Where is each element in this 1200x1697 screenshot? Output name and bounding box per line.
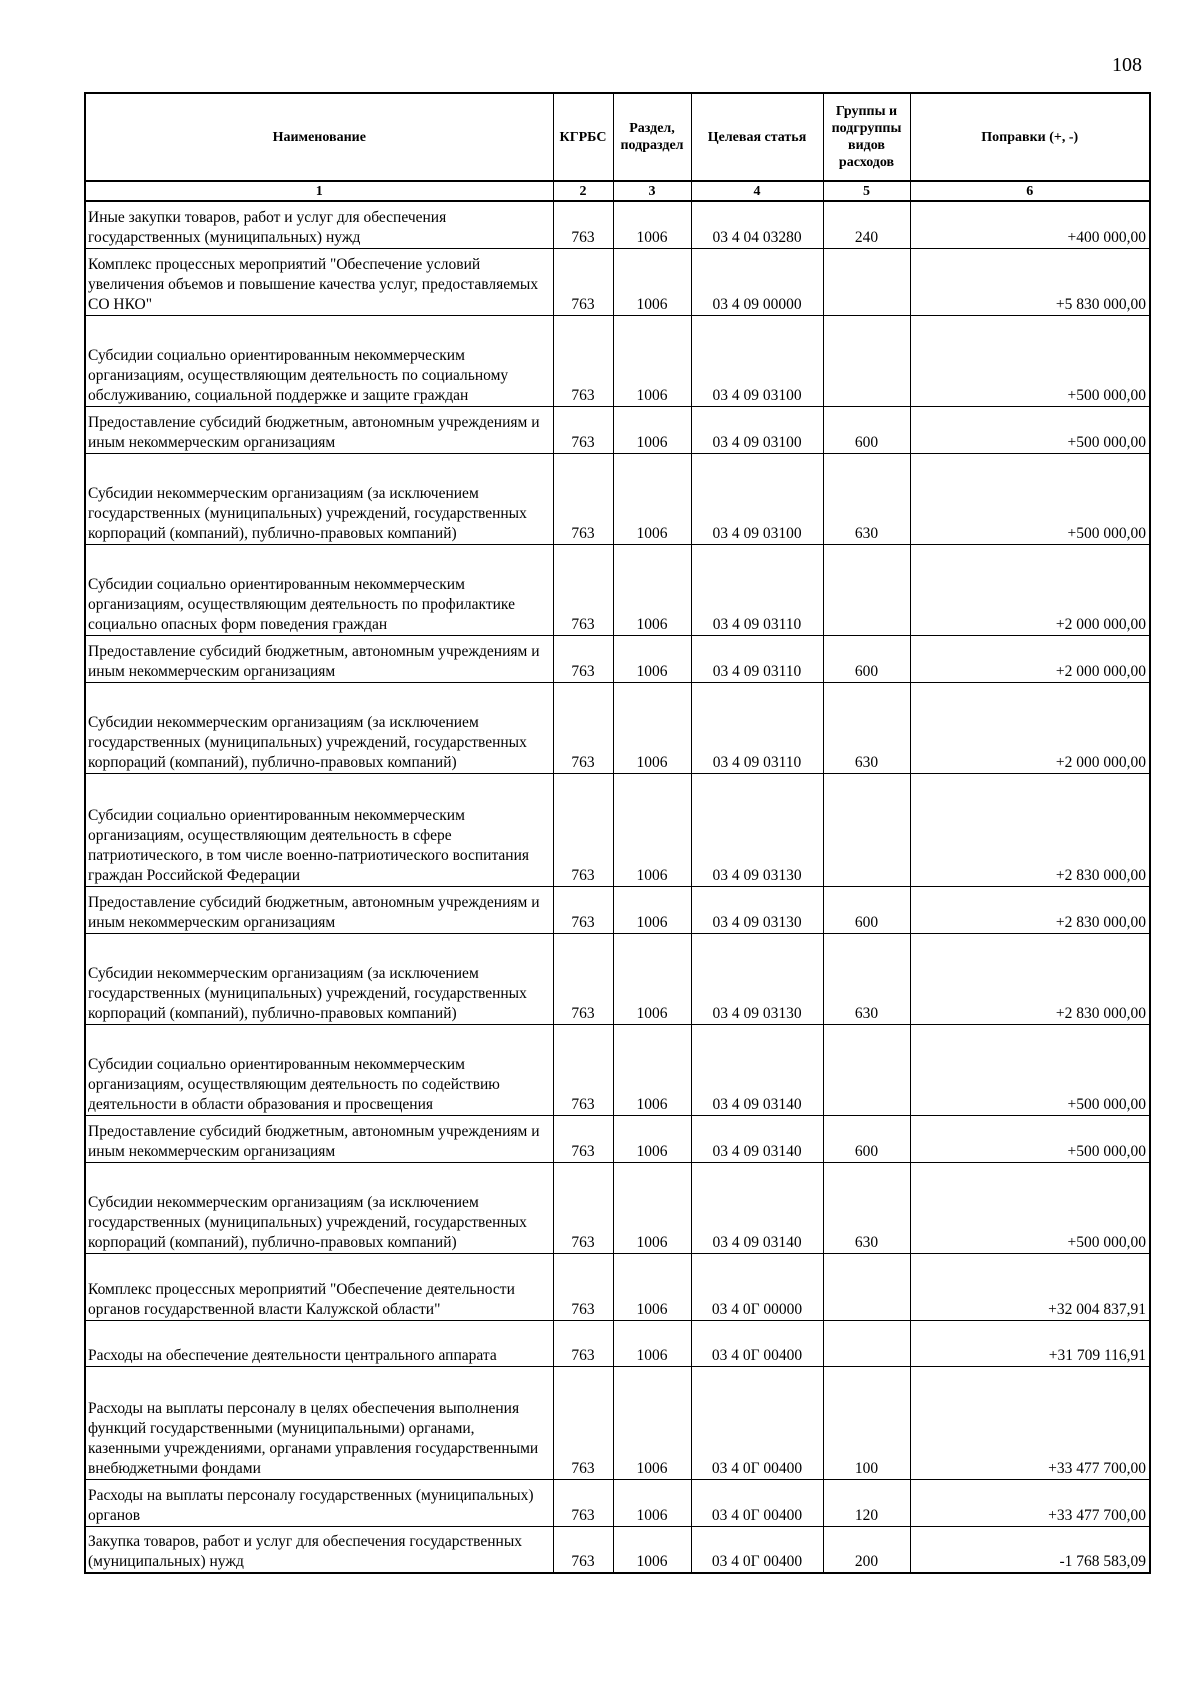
row-name: Расходы на выплаты персоналу в целях обеспечения выполнения функций государственными (муниципальными) органами, казенными учреждениями, органами управления государственными внебюджетными фондами — [85, 1366, 553, 1479]
row-kgrbs: 763 — [553, 1115, 613, 1162]
row-amount: +2 000 000,00 — [910, 544, 1150, 635]
row-expense-group — [823, 248, 910, 315]
row-section: 1006 — [613, 682, 691, 773]
row-section: 1006 — [613, 886, 691, 933]
row-expense-group: 600 — [823, 1115, 910, 1162]
row-section: 1006 — [613, 406, 691, 453]
table-row — [85, 1526, 1150, 1573]
header-name: Наименование — [85, 93, 553, 181]
row-kgrbs: 763 — [553, 406, 613, 453]
column-number-row — [85, 181, 1150, 201]
row-expense-group — [823, 1024, 910, 1115]
row-expense-group: 600 — [823, 635, 910, 682]
row-name: Иные закупки товаров, работ и услуг для обеспечения государственных (муниципальных) нужд — [85, 201, 553, 248]
table-row — [85, 933, 1150, 1024]
row-kgrbs: 763 — [553, 201, 613, 248]
row-name: Субсидии социально ориентированным некоммерческим организациям, осуществляющим деятельность по социальному обслуживанию, социальной поддержке и защите граждан — [85, 315, 553, 406]
row-name: Субсидии социально ориентированным некоммерческим организациям, осуществляющим деятельность по содействию деятельности в области образования и просвещения — [85, 1024, 553, 1115]
page-number: 108 — [1112, 54, 1142, 76]
table-row — [85, 682, 1150, 773]
table-row — [85, 1253, 1150, 1320]
row-kgrbs: 763 — [553, 1526, 613, 1573]
row-target: 03 4 09 03110 — [691, 544, 823, 635]
table-row — [85, 1115, 1150, 1162]
row-target: 03 4 09 03100 — [691, 453, 823, 544]
row-section: 1006 — [613, 453, 691, 544]
row-target: 03 4 09 03100 — [691, 406, 823, 453]
row-name: Субсидии некоммерческим организациям (за исключением государственных (муниципальных) учреждений, государственных корпораций (компаний), публично-правовых компаний) — [85, 1162, 553, 1253]
row-amount: +2 000 000,00 — [910, 682, 1150, 773]
row-section: 1006 — [613, 773, 691, 886]
row-name: Комплекс процессных мероприятий "Обеспечение условий увеличения объемов и повышение качества услуг, предоставляемых СО НКО" — [85, 248, 553, 315]
row-target: 03 4 04 03280 — [691, 201, 823, 248]
row-target: 03 4 09 00000 — [691, 248, 823, 315]
row-target: 03 4 09 03130 — [691, 886, 823, 933]
header-section: Раздел, подраздел — [613, 93, 691, 181]
row-target: 03 4 09 03130 — [691, 773, 823, 886]
row-amount: +32 004 837,91 — [910, 1253, 1150, 1320]
row-kgrbs: 763 — [553, 933, 613, 1024]
row-target: 03 4 0Г 00400 — [691, 1320, 823, 1366]
table-row — [85, 315, 1150, 406]
row-kgrbs: 763 — [553, 682, 613, 773]
row-name: Субсидии некоммерческим организациям (за исключением государственных (муниципальных) учреждений, государственных корпораций (компаний), публично-правовых компаний) — [85, 933, 553, 1024]
row-amount: +33 477 700,00 — [910, 1366, 1150, 1479]
row-amount: -1 768 583,09 — [910, 1526, 1150, 1573]
row-amount: +500 000,00 — [910, 453, 1150, 544]
row-section: 1006 — [613, 1115, 691, 1162]
row-section: 1006 — [613, 315, 691, 406]
row-amount: +500 000,00 — [910, 406, 1150, 453]
row-name: Закупка товаров, работ и услуг для обеспечения государственных (муниципальных) нужд — [85, 1526, 553, 1573]
row-amount: +31 709 116,91 — [910, 1320, 1150, 1366]
row-kgrbs: 763 — [553, 248, 613, 315]
row-kgrbs: 763 — [553, 635, 613, 682]
row-expense-group: 630 — [823, 933, 910, 1024]
row-name: Комплекс процессных мероприятий "Обеспечение деятельности органов государственной власти Калужской области" — [85, 1253, 553, 1320]
row-kgrbs: 763 — [553, 1320, 613, 1366]
row-expense-group: 600 — [823, 406, 910, 453]
column-number: 6 — [910, 181, 1150, 201]
row-section: 1006 — [613, 201, 691, 248]
table-row — [85, 406, 1150, 453]
row-section: 1006 — [613, 544, 691, 635]
header-row — [85, 93, 1150, 181]
table-row — [85, 773, 1150, 886]
row-amount: +400 000,00 — [910, 201, 1150, 248]
table-row — [85, 1024, 1150, 1115]
row-kgrbs: 763 — [553, 886, 613, 933]
row-expense-group: 630 — [823, 453, 910, 544]
budget-table — [84, 92, 1151, 1574]
row-target: 03 4 09 03100 — [691, 315, 823, 406]
row-amount: +33 477 700,00 — [910, 1479, 1150, 1526]
row-name: Субсидии социально ориентированным некоммерческим организациям, осуществляющим деятельность в сфере патриотического, в том числе военно-патриотического воспитания граждан Российской Федерации — [85, 773, 553, 886]
row-amount: +500 000,00 — [910, 315, 1150, 406]
row-target: 03 4 09 03140 — [691, 1162, 823, 1253]
row-expense-group: 100 — [823, 1366, 910, 1479]
row-name: Предоставление субсидий бюджетным, автономным учреждениям и иным некоммерческим организациям — [85, 1115, 553, 1162]
row-expense-group: 630 — [823, 1162, 910, 1253]
column-number: 5 — [823, 181, 910, 201]
header-kgrbs: КГРБС — [553, 93, 613, 181]
row-section: 1006 — [613, 1253, 691, 1320]
row-expense-group: 120 — [823, 1479, 910, 1526]
row-name: Субсидии некоммерческим организациям (за исключением государственных (муниципальных) учреждений, государственных корпораций (компаний), публично-правовых компаний) — [85, 682, 553, 773]
row-amount: +500 000,00 — [910, 1024, 1150, 1115]
row-target: 03 4 09 03110 — [691, 635, 823, 682]
row-section: 1006 — [613, 248, 691, 315]
row-kgrbs: 763 — [553, 1253, 613, 1320]
row-amount: +2 830 000,00 — [910, 886, 1150, 933]
row-amount: +2 830 000,00 — [910, 773, 1150, 886]
table-row — [85, 1320, 1150, 1366]
header-expense-group: Группы и подгруппы видов расходов — [823, 93, 910, 181]
row-kgrbs: 763 — [553, 1024, 613, 1115]
row-section: 1006 — [613, 1024, 691, 1115]
row-target: 03 4 0Г 00400 — [691, 1479, 823, 1526]
column-number: 4 — [691, 181, 823, 201]
row-name: Предоставление субсидий бюджетным, автономным учреждениям и иным некоммерческим организациям — [85, 406, 553, 453]
row-amount: +500 000,00 — [910, 1115, 1150, 1162]
column-number: 3 — [613, 181, 691, 201]
row-kgrbs: 763 — [553, 544, 613, 635]
table-row — [85, 886, 1150, 933]
header-amendments: Поправки (+, -) — [910, 93, 1150, 181]
row-name: Предоставление субсидий бюджетным, автономным учреждениям и иным некоммерческим организациям — [85, 886, 553, 933]
row-name: Предоставление субсидий бюджетным, автономным учреждениям и иным некоммерческим организациям — [85, 635, 553, 682]
row-expense-group — [823, 773, 910, 886]
table-row — [85, 1479, 1150, 1526]
table-row — [85, 544, 1150, 635]
row-expense-group: 600 — [823, 886, 910, 933]
row-amount: +5 830 000,00 — [910, 248, 1150, 315]
row-kgrbs: 763 — [553, 1162, 613, 1253]
row-expense-group: 240 — [823, 201, 910, 248]
row-expense-group: 630 — [823, 682, 910, 773]
row-section: 1006 — [613, 1526, 691, 1573]
row-target: 03 4 09 03130 — [691, 933, 823, 1024]
row-expense-group — [823, 544, 910, 635]
row-expense-group — [823, 315, 910, 406]
row-section: 1006 — [613, 1479, 691, 1526]
row-kgrbs: 763 — [553, 773, 613, 886]
row-name: Расходы на выплаты персоналу государственных (муниципальных) органов — [85, 1479, 553, 1526]
row-kgrbs: 763 — [553, 1479, 613, 1526]
row-kgrbs: 763 — [553, 1366, 613, 1479]
row-target: 03 4 0Г 00400 — [691, 1366, 823, 1479]
table-row — [85, 201, 1150, 248]
row-target: 03 4 09 03140 — [691, 1024, 823, 1115]
row-expense-group — [823, 1253, 910, 1320]
row-target: 03 4 0Г 00400 — [691, 1526, 823, 1573]
row-expense-group: 200 — [823, 1526, 910, 1573]
row-name: Субсидии социально ориентированным некоммерческим организациям, осуществляющим деятельность по профилактике социально опасных форм поведения граждан — [85, 544, 553, 635]
header-target: Целевая статья — [691, 93, 823, 181]
row-kgrbs: 763 — [553, 315, 613, 406]
row-amount: +2 830 000,00 — [910, 933, 1150, 1024]
table-row — [85, 453, 1150, 544]
row-section: 1006 — [613, 635, 691, 682]
row-amount: +500 000,00 — [910, 1162, 1150, 1253]
column-number: 1 — [85, 181, 553, 201]
row-target: 03 4 09 03140 — [691, 1115, 823, 1162]
row-target: 03 4 0Г 00000 — [691, 1253, 823, 1320]
table-row — [85, 635, 1150, 682]
row-name: Расходы на обеспечение деятельности центрального аппарата — [85, 1320, 553, 1366]
column-number: 2 — [553, 181, 613, 201]
row-kgrbs: 763 — [553, 453, 613, 544]
table-row — [85, 248, 1150, 315]
table-row — [85, 1162, 1150, 1253]
row-section: 1006 — [613, 1162, 691, 1253]
row-name: Субсидии некоммерческим организациям (за исключением государственных (муниципальных) учреждений, государственных корпораций (компаний), публично-правовых компаний) — [85, 453, 553, 544]
row-section: 1006 — [613, 933, 691, 1024]
row-target: 03 4 09 03110 — [691, 682, 823, 773]
row-expense-group — [823, 1320, 910, 1366]
table-row — [85, 1366, 1150, 1479]
row-section: 1006 — [613, 1366, 691, 1479]
row-section: 1006 — [613, 1320, 691, 1366]
row-amount: +2 000 000,00 — [910, 635, 1150, 682]
